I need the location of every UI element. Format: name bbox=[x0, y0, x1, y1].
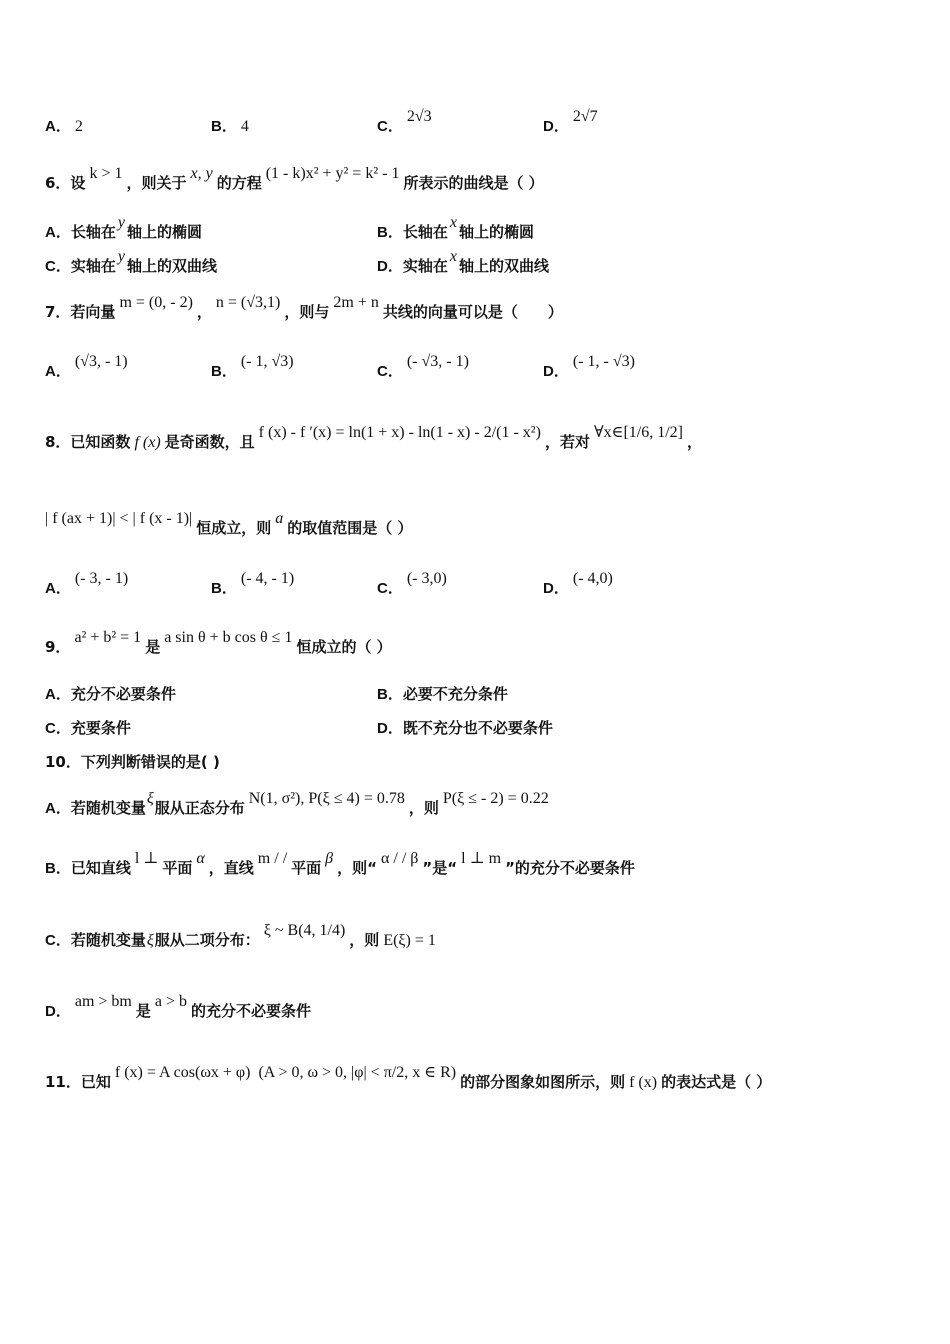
q8-option-b bbox=[211, 570, 298, 598]
stem-text: 6．设 bbox=[45, 174, 86, 192]
q9-option-d bbox=[377, 717, 553, 738]
math-inline: k > 1 bbox=[89, 165, 123, 182]
option-text: 已知直线 bbox=[70, 859, 131, 877]
q9-option-a bbox=[45, 683, 176, 704]
stem-text: 恒成立的（ ） bbox=[296, 638, 392, 656]
stem-text: 共线的向量可以是（ ） bbox=[382, 303, 563, 321]
q5-option-b bbox=[211, 115, 253, 136]
option-text: 若随机变量 bbox=[70, 931, 146, 949]
q7-option-d bbox=[543, 353, 639, 381]
stem-text: 9． bbox=[45, 638, 71, 656]
option-value: (- 3, - 1) bbox=[74, 570, 129, 587]
option-label: D． bbox=[377, 720, 403, 737]
q7-option-b bbox=[211, 353, 298, 381]
stem-text: 10．下列判断错误的是( ) bbox=[45, 753, 220, 771]
q8-option-a bbox=[45, 570, 132, 598]
option-label: D． bbox=[543, 580, 569, 597]
q10-option-d bbox=[45, 993, 910, 1021]
question-9-stem bbox=[45, 629, 910, 657]
q6-option-b bbox=[377, 214, 534, 242]
option-text: 轴上的椭圆 bbox=[126, 223, 202, 241]
q8-option-c bbox=[377, 570, 451, 598]
math-condition: (A > 0, ω > 0, |φ| < π/2, x ∈ R) bbox=[258, 1064, 457, 1081]
q7-option-c bbox=[377, 353, 473, 381]
option-text: 必要不充分条件 bbox=[402, 685, 508, 703]
option-text: 轴上的双曲线 bbox=[126, 257, 217, 275]
option-label: C． bbox=[377, 580, 403, 597]
option-label: B． bbox=[45, 860, 71, 877]
option-value: 2 bbox=[74, 118, 83, 135]
math-var: y bbox=[117, 214, 125, 231]
math-inline: | f (ax + 1)| < | f (x - 1)| bbox=[45, 510, 193, 527]
option-label: C． bbox=[45, 720, 71, 737]
math-var: x bbox=[449, 248, 457, 265]
q6-option-d bbox=[377, 248, 549, 276]
option-label: B． bbox=[211, 363, 237, 380]
math-inline: m = (0, - 2) bbox=[119, 294, 193, 311]
question-6-stem bbox=[45, 165, 910, 193]
math-var: ξ bbox=[146, 790, 154, 807]
option-label: A． bbox=[45, 580, 71, 597]
option-label: C． bbox=[45, 932, 71, 949]
q5-option-d bbox=[543, 108, 602, 136]
option-value: (- 3,0) bbox=[406, 570, 447, 587]
math-var: x bbox=[449, 214, 457, 231]
option-label: C． bbox=[377, 118, 403, 135]
option-value: (- 4, - 1) bbox=[240, 570, 295, 587]
option-value: (- 1, - √3) bbox=[572, 353, 635, 370]
q9-option-b bbox=[377, 683, 508, 704]
option-text: 充分不必要条件 bbox=[70, 685, 176, 703]
option-label: D． bbox=[543, 118, 569, 135]
option-label: B． bbox=[377, 686, 403, 703]
q9-option-c bbox=[45, 717, 131, 738]
q8-option-d bbox=[543, 570, 617, 598]
option-label: C． bbox=[45, 258, 71, 275]
stem-text: 的表达式是（ ） bbox=[661, 1073, 772, 1091]
math-inline: l ⊥ m bbox=[461, 850, 502, 867]
option-text: 长轴在 bbox=[70, 223, 116, 241]
stem-text: ，若对 bbox=[544, 433, 590, 451]
q7-option-a bbox=[45, 353, 132, 381]
math-var: β bbox=[325, 850, 334, 867]
math-var: y bbox=[117, 248, 125, 265]
option-text: ，则“ bbox=[337, 859, 377, 877]
option-label: A． bbox=[45, 118, 71, 135]
option-text: 平面 bbox=[162, 859, 193, 877]
option-text: ，直线 bbox=[208, 859, 254, 877]
question-11-stem bbox=[45, 1064, 910, 1092]
option-text: ”的充分不必要条件 bbox=[505, 859, 635, 877]
question-8-stem-cont bbox=[45, 510, 910, 538]
stem-text: 的方程 bbox=[216, 174, 262, 192]
math-inline: ξ ~ B(4, 1/4) bbox=[263, 922, 346, 939]
math-var: α bbox=[196, 850, 205, 867]
option-text: 实轴在 bbox=[70, 257, 116, 275]
option-text: 充要条件 bbox=[70, 719, 131, 737]
stem-text: 8．已知函数 bbox=[45, 433, 131, 451]
math-inline: f (x) bbox=[629, 1074, 658, 1091]
stem-text: 的取值范围是（ ） bbox=[287, 519, 413, 537]
option-text: ”是“ bbox=[422, 859, 458, 877]
math-inline: x, y bbox=[190, 165, 213, 182]
math-var: ξ bbox=[146, 932, 154, 949]
math-inline: ∀x∈[1/6, 1/2] bbox=[593, 424, 683, 441]
math-inline: n = (√3,1) bbox=[215, 294, 281, 311]
math-inline: E(ξ) = 1 bbox=[383, 932, 436, 949]
option-label: A． bbox=[45, 686, 71, 703]
option-label: B． bbox=[211, 580, 237, 597]
option-label: C． bbox=[377, 363, 403, 380]
option-label: A． bbox=[45, 800, 71, 817]
option-value: (- 4,0) bbox=[572, 570, 613, 587]
option-label: B． bbox=[211, 118, 237, 135]
option-label: A． bbox=[45, 224, 71, 241]
option-value: 4 bbox=[240, 118, 249, 135]
question-8-stem bbox=[45, 424, 910, 452]
q10-option-c bbox=[45, 922, 910, 950]
q5-option-a bbox=[45, 115, 87, 136]
question-7-stem bbox=[45, 294, 910, 322]
math-inline: l ⊥ bbox=[134, 850, 159, 867]
option-text: 的充分不必要条件 bbox=[191, 1002, 312, 1020]
option-label: A． bbox=[45, 363, 71, 380]
math-inline: a > b bbox=[154, 993, 187, 1010]
option-label: D． bbox=[377, 258, 403, 275]
option-value: (- √3, - 1) bbox=[406, 353, 469, 370]
option-label: D． bbox=[45, 1003, 71, 1020]
math-inline: P(ξ ≤ - 2) = 0.22 bbox=[442, 790, 549, 807]
math-var: a bbox=[275, 510, 284, 527]
question-10-stem bbox=[45, 751, 910, 772]
q5-option-c bbox=[377, 108, 436, 136]
option-label: D． bbox=[543, 363, 569, 380]
stem-text: 是奇函数，且 bbox=[164, 433, 255, 451]
stem-text: ，则关于 bbox=[126, 174, 187, 192]
math-inline: a² + b² = 1 bbox=[74, 629, 142, 646]
q10-option-b bbox=[45, 850, 910, 878]
math-inline: am > bm bbox=[74, 993, 132, 1010]
stem-text: 是 bbox=[145, 638, 161, 656]
math-equation: f (x) - f ′(x) = ln(1 + x) - ln(1 - x) - 2/(1 - x²) bbox=[258, 424, 541, 441]
option-text: 实轴在 bbox=[402, 257, 448, 275]
stem-text: ， bbox=[196, 303, 212, 321]
option-value: (- 1, √3) bbox=[240, 353, 294, 370]
option-text: 平面 bbox=[291, 859, 322, 877]
option-text: 若随机变量 bbox=[70, 799, 146, 817]
math-equation: (1 - k)x² + y² = k² - 1 bbox=[265, 165, 400, 182]
option-text: 轴上的椭圆 bbox=[458, 223, 534, 241]
option-value: 2√3 bbox=[406, 108, 432, 125]
option-value: 2√7 bbox=[572, 108, 598, 125]
stem-text: ， bbox=[687, 433, 703, 451]
option-text: 轴上的双曲线 bbox=[458, 257, 549, 275]
option-text: 既不充分也不必要条件 bbox=[402, 719, 553, 737]
q6-option-c bbox=[45, 248, 217, 276]
option-text: ，则 bbox=[349, 931, 380, 949]
option-text: 服从二项分布： bbox=[154, 931, 260, 949]
math-inline: a sin θ + b cos θ ≤ 1 bbox=[164, 629, 293, 646]
q6-option-a bbox=[45, 214, 202, 242]
stem-text: 恒成立，则 bbox=[196, 519, 272, 537]
option-label: B． bbox=[377, 224, 403, 241]
math-inline: N(1, σ²), P(ξ ≤ 4) = 0.78 bbox=[248, 790, 405, 807]
stem-text: 11．已知 bbox=[45, 1073, 111, 1091]
math-inline: α / / β bbox=[380, 850, 419, 867]
q10-option-a bbox=[45, 790, 910, 818]
option-value: (√3, - 1) bbox=[74, 353, 128, 370]
option-text: 是 bbox=[135, 1002, 151, 1020]
math-equation: f (x) = A cos(ωx + φ) bbox=[114, 1064, 251, 1081]
stem-text: 7．若向量 bbox=[45, 303, 116, 321]
option-text: 长轴在 bbox=[402, 223, 448, 241]
math-inline: f (x) bbox=[134, 434, 161, 451]
math-inline: 2m + n bbox=[333, 294, 379, 311]
stem-text: 所表示的曲线是（ ） bbox=[403, 174, 544, 192]
stem-text: 的部分图象如图所示，则 bbox=[460, 1073, 626, 1091]
option-text: 服从正态分布 bbox=[154, 799, 245, 817]
math-inline: m / / bbox=[257, 850, 288, 867]
stem-text: ，则与 bbox=[284, 303, 330, 321]
option-text: ，则 bbox=[408, 799, 439, 817]
